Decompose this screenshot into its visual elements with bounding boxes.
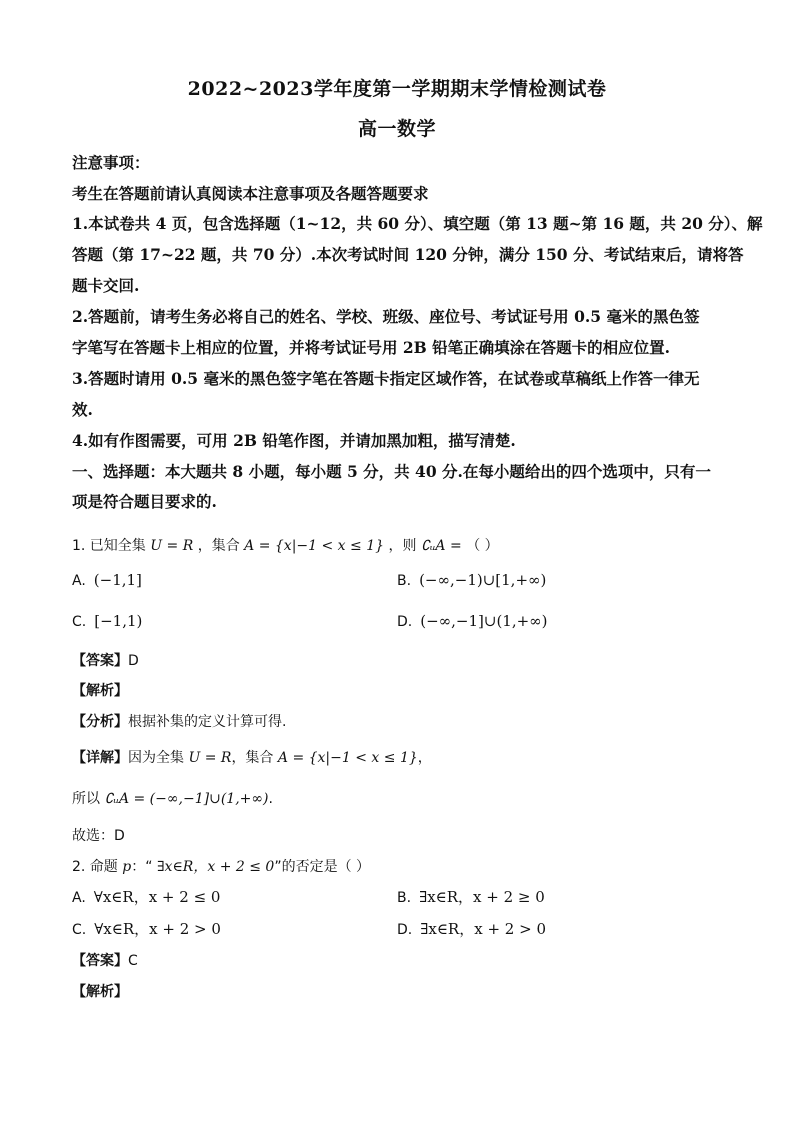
question-2-option-a: A. ∀x∈R，x + 2 ≤ 0 (72, 888, 221, 906)
question-2-stem: 2. 命题 p：“ ∃x∈R，x + 2 ≤ 0”的否定是（ ） (72, 859, 371, 875)
question-1-option-b: B. (−∞,−1)∪[1,+∞) (397, 571, 547, 589)
notice-intro: 考生在答题前请认真阅读本注意事项及各题答题要求 (72, 184, 429, 203)
notice-item-2-line-2: 字笔写在答题卡上相应的位置，并将考试证号用 2B 铅笔正确填涂在答题卡的相应位置. (72, 338, 671, 357)
section-1-line-1: 一、选择题：本大题共 8 小题，每小题 5 分，共 40 分.在每小题给出的四个选项中，只有一 (72, 462, 711, 481)
exam-title: 2022~2023学年度第一学期期末学情检测试卷 (187, 78, 607, 100)
question-1-option-a: A. (−1,1] (72, 571, 142, 589)
notice-item-4: 4.如有作图需要，可用 2B 铅笔作图，并请加黑加粗，描写清楚. (72, 431, 516, 450)
question-2-option-d: D. ∃x∈R，x + 2 > 0 (397, 920, 546, 938)
question-2-option-c: C. ∀x∈R，x + 2 > 0 (72, 920, 221, 938)
question-2-answer: 【答案】C (72, 953, 138, 969)
question-1-answer: 【答案】D (72, 653, 139, 669)
question-1-choose: 故选：D (72, 828, 125, 844)
question-2-option-b: B. ∃x∈R，x + 2 ≥ 0 (397, 888, 545, 906)
notice-item-1-line-3: 题卡交回. (72, 276, 140, 295)
question-2-analysis-tag: 【解析】 (72, 984, 128, 1000)
notice-item-3-line-1: 3.答题时请用 0.5 毫米的黑色签字笔在答题卡指定区域作答，在试卷或草稿纸上作答一律无 (72, 369, 700, 388)
question-1-option-c: C. [−1,1) (72, 612, 143, 630)
subject-title: 高一数学 (357, 118, 436, 140)
question-1-conclusion: 所以 ∁ᵤA = (−∞,−1]∪(1,+∞). (72, 791, 273, 807)
question-1-fenxi: 【分析】根据补集的定义计算可得. (72, 714, 287, 730)
question-1-analysis-tag: 【解析】 (72, 683, 128, 699)
question-1-detail: 【详解】因为全集 U = R，集合 A = {x|−1 < x ≤ 1}， (72, 750, 432, 766)
notice-item-1-line-2: 答题（第 17~22 题，共 70 分）.本次考试时间 120 分钟，满分 150 分、考试结束后，请将答 (72, 245, 744, 264)
notice-item-1-line-1: 1.本试卷共 4 页，包含选择题（1~12，共 60 分）、填空题（第 13 题~第 16 题，共 20 分）、解 (72, 214, 763, 233)
notice-item-2-line-1: 2.答题前，请考生务必将自己的姓名、学校、班级、座位号、考试证号用 0.5 毫米的黑色签 (72, 307, 700, 326)
notice-item-3-line-2: 效. (72, 400, 93, 419)
section-1-line-2: 项是符合题目要求的. (72, 492, 217, 511)
notice-heading: 注意事项： (72, 153, 150, 172)
question-1-option-d: D. (−∞,−1]∪(1,+∞) (397, 612, 548, 630)
question-1-stem: 1. 已知全集 U = R ，集合 A = {x|−1 < x ≤ 1} ，则 ∁ᵤA = （ ） (72, 538, 499, 554)
